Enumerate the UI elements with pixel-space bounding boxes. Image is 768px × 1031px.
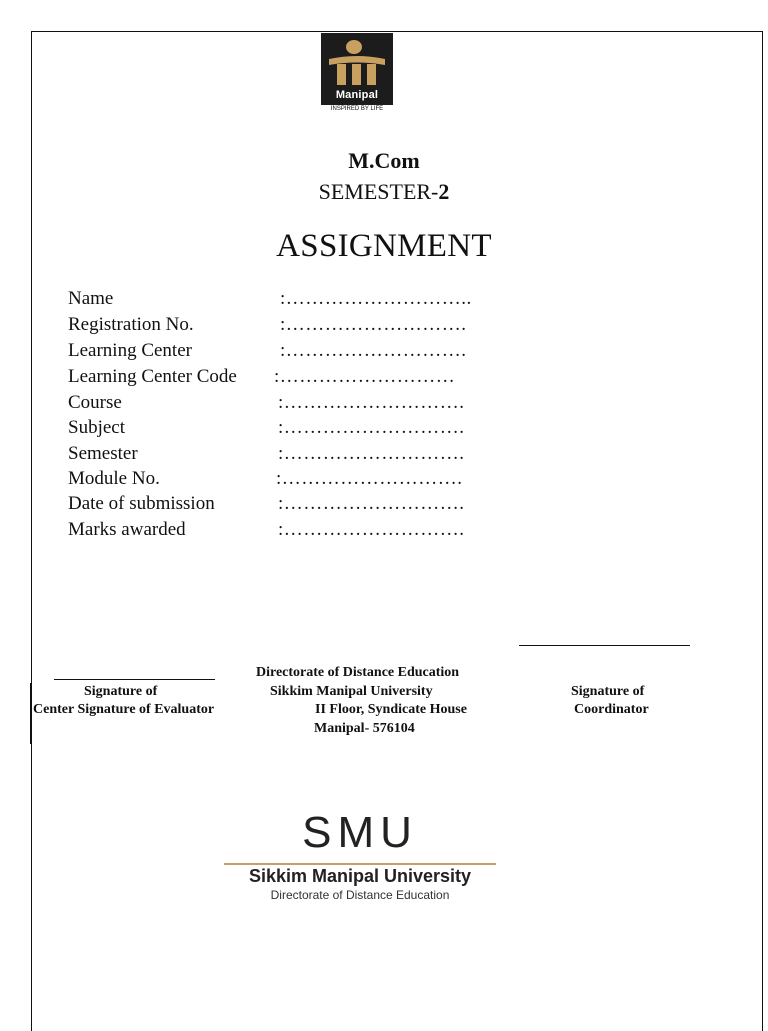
address-line-1: Directorate of Distance Education — [256, 665, 460, 680]
semester-prefix: SEMESTER- — [318, 179, 439, 204]
smu-logo-university: Sikkim Manipal University — [248, 866, 472, 886]
field-label: Semester — [68, 443, 138, 464]
field-value: :………………………. — [278, 493, 465, 514]
field-value: :………………………. — [278, 392, 465, 413]
field-label: Name — [68, 288, 114, 309]
field-label: Registration No. — [68, 314, 194, 335]
field-value: :………………………. — [278, 519, 465, 540]
field-value: :……………………… — [274, 366, 456, 387]
left-signature-label-1: Signature of — [84, 684, 158, 699]
smu-logo-rule — [224, 863, 496, 865]
manipal-logo — [321, 33, 393, 113]
field-value: :……………………….. — [280, 288, 472, 309]
semester-heading — [0, 179, 768, 205]
field-value: :………………………. — [280, 340, 467, 361]
address-line-2: Sikkim Manipal University — [270, 684, 433, 699]
right-signature-label-2: Coordinator — [574, 702, 649, 717]
manipal-logo-tagline: INSPIRED BY LIFE — [330, 106, 384, 112]
field-value: :………………………. — [280, 314, 467, 335]
field-label: Date of submission — [68, 493, 215, 514]
smu-logo-letters: SMU — [302, 808, 418, 857]
field-value: :………………………. — [278, 443, 465, 464]
field-label: Subject — [68, 417, 125, 438]
left-signature-label-2: Center Signature of Evaluator — [33, 702, 215, 717]
semester-number: 2 — [438, 179, 450, 204]
address-line-3: II Floor, Syndicate House — [315, 702, 467, 717]
field-label: Learning Center — [68, 340, 192, 361]
field-label: Learning Center Code — [68, 366, 237, 387]
smu-logo — [222, 808, 498, 902]
address-line-4: Manipal- 576104 — [314, 721, 415, 736]
evaluator-signature-line — [54, 679, 215, 680]
field-value: :………………………. — [276, 468, 463, 489]
assignment-title: ASSIGNMENT — [276, 228, 492, 264]
margin-mark — [30, 683, 31, 744]
coordinator-signature-line — [519, 645, 690, 646]
manipal-logo-name: Manipal — [335, 89, 379, 101]
field-label: Course — [68, 392, 122, 413]
smu-logo-directorate: Directorate of Distance Education — [270, 888, 450, 902]
program-title: M.Com — [348, 148, 420, 173]
field-value: :………………………. — [278, 417, 465, 438]
field-label: Module No. — [68, 468, 160, 489]
right-signature-label-1: Signature of — [571, 684, 645, 699]
field-label: Marks awarded — [68, 519, 186, 540]
